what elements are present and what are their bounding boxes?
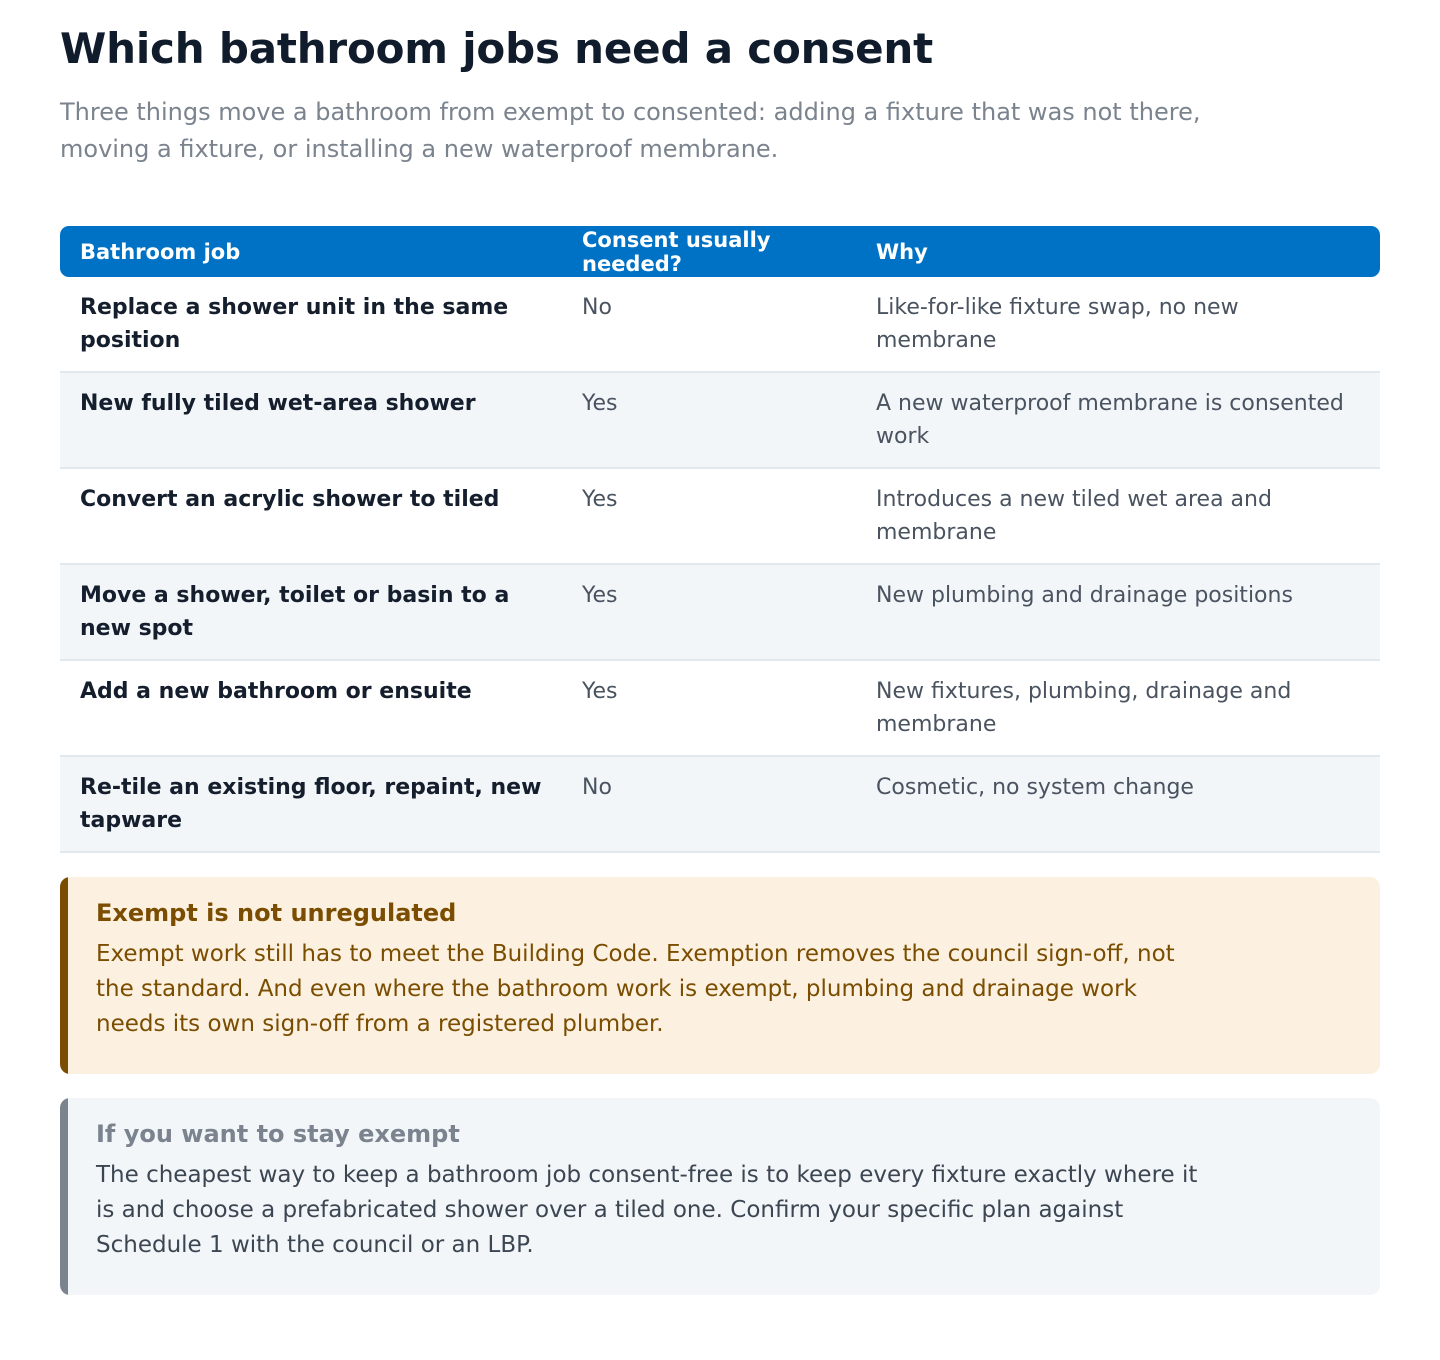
cell-consent: No	[582, 277, 872, 373]
cell-job: Re-tile an existing floor, repaint, new tapware	[60, 757, 582, 853]
warning-callout-body: Exempt work still has to meet the Building Code. Exemption removes the council sign-off, not the standard. And even where the bathroom work is exempt, plumbing and drainage work needs its own sign-off from a registered plumber.	[96, 941, 1175, 1037]
warning-callout-title: Exempt is not unregulated	[96, 899, 457, 927]
intro-text: Three things move a bathroom from exempt to consented: adding a fixture that was not there, moving a fixture, or installing a new waterproof membrane.	[60, 98, 1201, 163]
cell-consent: Yes	[582, 469, 872, 565]
tip-callout-title: If you want to stay exempt	[96, 1120, 460, 1148]
cell-job: Add a new bathroom or ensuite	[60, 661, 582, 757]
cell-why: A new waterproof membrane is consented work	[872, 373, 1380, 469]
page-title: Which bathroom jobs need a consent	[60, 24, 934, 73]
cell-consent: Yes	[582, 661, 872, 757]
consent-table-wrapper	[60, 226, 1380, 853]
table-row	[60, 277, 1380, 373]
column-header-job: Bathroom job	[60, 226, 582, 277]
cell-why: Like-for-like fixture swap, no new membrane	[872, 277, 1380, 373]
cell-why: New plumbing and drainage positions	[872, 565, 1380, 661]
cell-job: Move a shower, toilet or basin to a new spot	[60, 565, 582, 661]
cell-consent: Yes	[582, 373, 872, 469]
table-row	[60, 661, 1380, 757]
tip-callout-body: The cheapest way to keep a bathroom job consent-free is to keep every fixture exactly where it is and choose a prefabricated shower over a tiled one. Confirm your specific plan against Schedule 1 with the council or an LBP.	[96, 1162, 1198, 1258]
consent-table	[60, 226, 1380, 853]
table-row	[60, 373, 1380, 469]
cell-consent: Yes	[582, 565, 872, 661]
tip-callout	[60, 1098, 1380, 1295]
cell-why: Cosmetic, no system change	[872, 757, 1380, 853]
cell-why: New fixtures, plumbing, drainage and membrane	[872, 661, 1380, 757]
table-row	[60, 565, 1380, 661]
table-header-row	[60, 226, 1380, 277]
table-row	[60, 757, 1380, 853]
cell-job: Convert an acrylic shower to tiled	[60, 469, 582, 565]
cell-consent: No	[582, 757, 872, 853]
cell-job: New fully tiled wet-area shower	[60, 373, 582, 469]
cell-job: Replace a shower unit in the same position	[60, 277, 582, 373]
cell-why: Introduces a new tiled wet area and membrane	[872, 469, 1380, 565]
column-header-why: Why	[872, 226, 1380, 277]
table-row	[60, 469, 1380, 565]
warning-callout	[60, 877, 1380, 1074]
column-header-consent: Consent usually needed?	[582, 226, 872, 277]
